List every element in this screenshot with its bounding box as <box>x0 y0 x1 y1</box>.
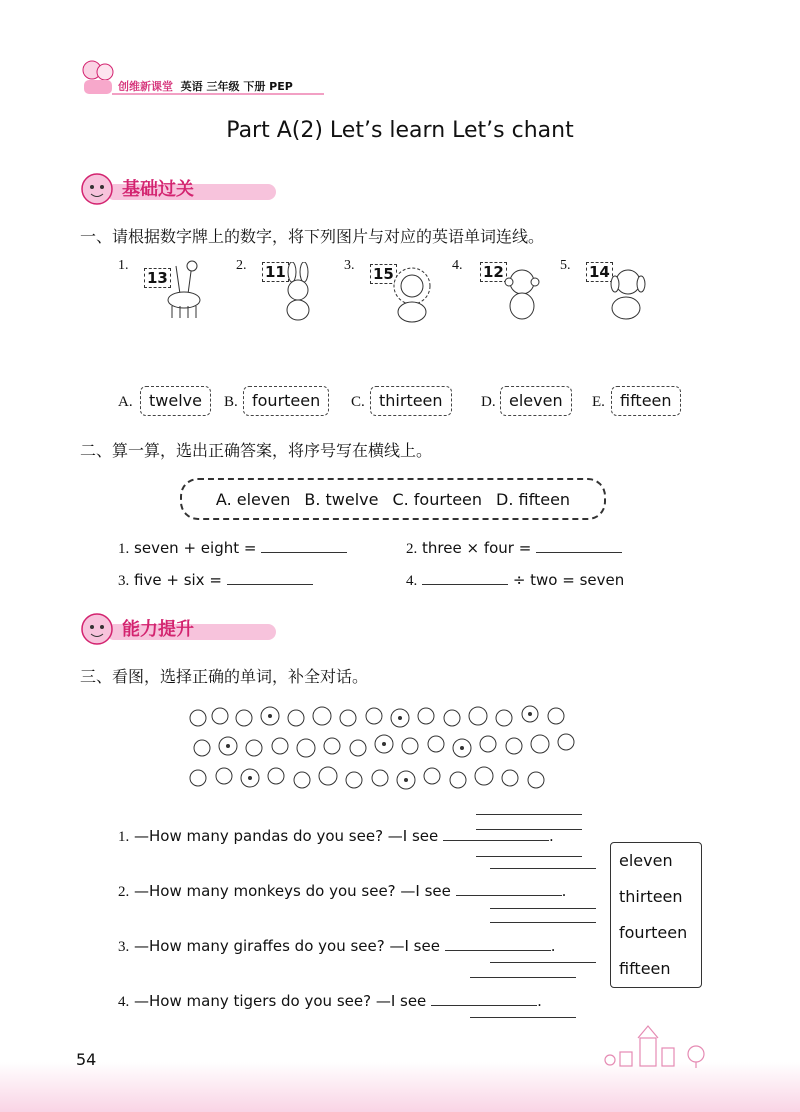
math-problem <box>118 570 313 590</box>
word-box: eleven <box>500 386 572 416</box>
q1-item <box>118 258 208 322</box>
answer-blank[interactable] <box>261 538 347 553</box>
animal-crowd-illustration <box>186 700 582 800</box>
page-number: 54 <box>76 1050 97 1069</box>
item-number: 3. <box>344 258 355 273</box>
option-item: B. twelve <box>304 489 379 509</box>
dialog-period: . <box>549 827 554 845</box>
word-box: fifteen <box>611 386 681 416</box>
header-text <box>118 78 293 94</box>
answer-line <box>470 977 576 978</box>
choice-word: eleven <box>619 851 673 870</box>
header-info: 英语 三年级 下册 PEP <box>180 80 293 93</box>
number-sign: 12 <box>480 262 507 282</box>
math-problem <box>118 538 347 558</box>
word-box: fourteen <box>243 386 329 416</box>
section-label: 基础过关 <box>122 179 194 200</box>
dialog-text: —How many tigers do you see? —I see <box>134 992 432 1010</box>
problem-text: three × four = <box>422 539 537 557</box>
dialog-line <box>118 991 542 1011</box>
dialog-text: —How many monkeys do you see? —I see <box>134 882 456 900</box>
item-number: 4. <box>452 258 463 273</box>
options-banner <box>180 478 606 520</box>
answer-line <box>490 868 596 869</box>
word-letter: C. <box>351 394 365 410</box>
dialog-line <box>118 826 554 846</box>
kid-face-icon <box>80 172 114 206</box>
dialog-number: 3. <box>118 939 130 955</box>
choice-word: thirteen <box>619 887 683 906</box>
section-badge-advanced <box>80 612 300 646</box>
number-sign: 13 <box>144 268 171 288</box>
kid-face-icon <box>80 612 114 646</box>
choice-word: fourteen <box>619 923 688 942</box>
choice-word: fifteen <box>619 959 671 978</box>
item-number: 2. <box>236 258 247 273</box>
question-1-title: 一、请根据数字牌上的数字，将下列图片与对应的英语单词连线。 <box>80 227 545 246</box>
q1-item <box>560 258 660 322</box>
dialog-period: . <box>550 937 556 955</box>
word-letter: E. <box>592 394 605 410</box>
answer-blank[interactable] <box>227 570 313 585</box>
answer-blank[interactable] <box>443 826 549 841</box>
section-label: 能力提升 <box>122 619 194 640</box>
dialog-period: . <box>537 992 542 1010</box>
item-number: 1. <box>118 258 129 273</box>
dog-icon <box>602 266 652 322</box>
lion-icon <box>384 262 438 324</box>
dialog-line <box>118 881 566 901</box>
dialog-number: 2. <box>118 884 130 900</box>
q1-item <box>344 258 444 324</box>
option-item: C. fourteen <box>392 489 483 509</box>
header-divider <box>112 93 324 95</box>
header-brand: 创维新课堂 <box>118 80 173 93</box>
option-item: D. fifteen <box>496 489 571 509</box>
answer-line <box>490 908 596 909</box>
number-sign: 11 <box>262 262 289 282</box>
question-2-title: 二、算一算，选出正确答案，将序号写在横线上。 <box>80 441 433 460</box>
word-letter: A. <box>118 394 133 410</box>
word-box: thirteen <box>370 386 452 416</box>
option-item: A. eleven <box>215 489 291 509</box>
giraffe-icon <box>162 258 206 320</box>
item-number: 5. <box>560 258 571 273</box>
word-choices-box <box>610 842 702 988</box>
section-badge-basic <box>80 172 300 206</box>
dialog-number: 1. <box>118 829 130 845</box>
problem-number: 4. <box>406 573 418 589</box>
q1-item <box>452 258 552 322</box>
castle-decoration-icon <box>600 1024 720 1068</box>
footer-band <box>0 1062 800 1112</box>
answer-blank[interactable] <box>422 570 508 585</box>
page-title: Part A(2) Let’s learn Let’s chant <box>226 118 574 143</box>
answer-blank[interactable] <box>536 538 622 553</box>
word-letter: B. <box>224 394 238 410</box>
word-box: twelve <box>140 386 211 416</box>
answer-line <box>470 1017 576 1018</box>
dialog-text: —How many giraffes do you see? —I see <box>134 937 445 955</box>
problem-text: five + six = <box>134 571 227 589</box>
dialog-number: 4. <box>118 994 130 1010</box>
problem-text: seven + eight = <box>134 539 262 557</box>
word-letter: D. <box>481 394 496 410</box>
problem-text: ÷ two = seven <box>512 571 625 589</box>
problem-number: 3. <box>118 573 130 589</box>
answer-line <box>490 922 596 923</box>
problem-number: 1. <box>118 541 130 557</box>
answer-line <box>476 814 582 815</box>
number-sign: 14 <box>586 262 613 282</box>
math-problem <box>406 538 622 558</box>
answer-blank[interactable] <box>456 881 562 896</box>
number-sign: 15 <box>370 264 397 284</box>
monkey-icon <box>498 266 548 322</box>
kids-logo-icon <box>78 56 118 98</box>
dialog-text: —How many pandas do you see? —I see <box>134 827 444 845</box>
answer-line <box>476 856 582 857</box>
rabbit-icon <box>276 262 320 322</box>
answer-line <box>490 962 596 963</box>
q1-item <box>236 258 326 322</box>
answer-blank[interactable] <box>445 936 551 951</box>
answer-blank[interactable] <box>431 991 537 1006</box>
dialog-period: . <box>561 882 567 900</box>
question-3-title: 三、看图，选择正确的单词，补全对话。 <box>80 667 369 686</box>
problem-number: 2. <box>406 541 418 557</box>
math-problem <box>406 570 624 590</box>
dialog-line <box>118 936 555 956</box>
